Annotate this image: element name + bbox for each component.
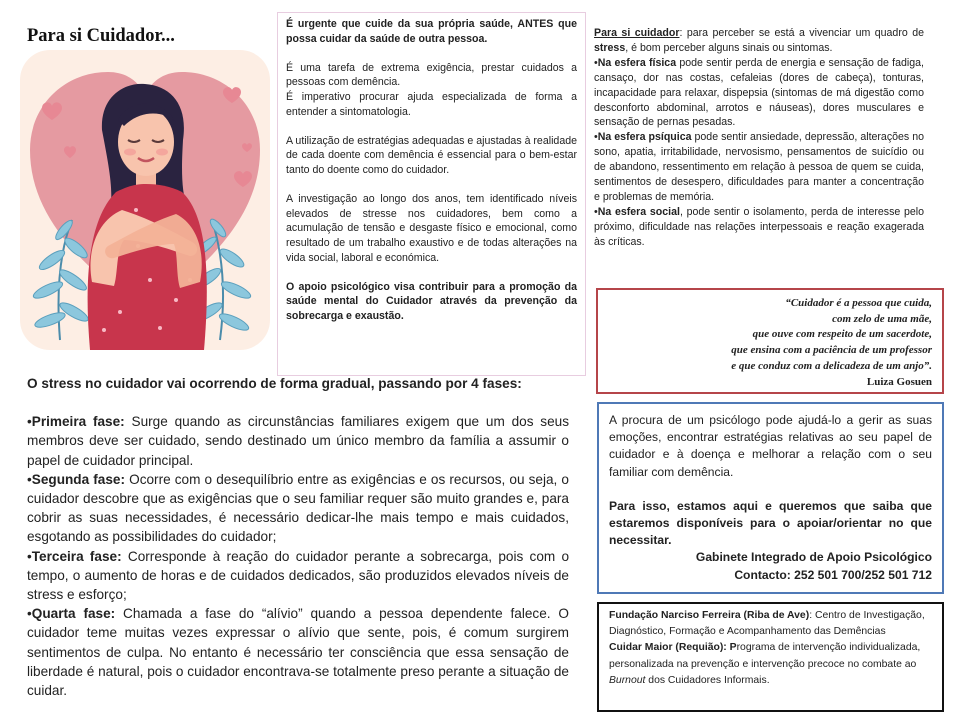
signs-item-label: Na esfera psíquica: [597, 131, 692, 144]
intro-paragraph: É imperativo procurar ajuda especializada de forma a entender a sintomatologia.: [286, 90, 577, 118]
quote-line: com zelo de uma mãe,: [832, 312, 932, 325]
phase-item: •Terceira fase: Corresponde à reação do cuidador perante a sobrecarga, pois com o tempo, o aumento de horas e de cuidados dedicados, são produzidos elevados níveis de stress e esforço;: [27, 548, 570, 603]
signs-lead-bold: stress: [594, 41, 626, 54]
signs-item-text: pode sentir ansiedade, depressão, alterações no sono, apatia, irritabilidade, nervosismo, pensamentos de suicídio ou de abandono, ressentimento em relação à pessoa de quem se cuida, sentimentos de desespero, dificuldades para manter a concentração e problemas de memória.: [594, 131, 925, 203]
phase-item: •Quarta fase: Chamada a fase do “alívio” quando a pessoa dependente falece. O cuidador teme muitas vezes expressar o alívio que sente, pois, é comum surgirem sentimentos de culpa. No entanto é necessário ter consciência que essa sensação de liberdade é natural, pois o cuidador encontrava-se totalmente preso perante a situação de cuidar.: [27, 606, 569, 699]
signs-lead-label: Para si cuidador: [594, 27, 680, 39]
phases-heading: O stress no cuidador vai ocorrendo de forma gradual, passando por 4 fases:: [27, 376, 522, 391]
quote-box: [596, 288, 944, 394]
signs-item-label: Na esfera social: [597, 205, 680, 218]
psy-paragraph: A procura de um psicólogo pode ajudá-lo a gerir as suas emoções, encontrar estratégias relativas ao seu papel de cuidador e à doença e melhorar a relação com o seu familiar com demência.: [609, 413, 932, 479]
quote-line: que ensina com a paciência de um professor: [731, 344, 932, 357]
stress-phases-section: [27, 374, 569, 700]
signs-item-label: Na esfera física: [597, 56, 677, 69]
signs-item: •Na esfera física pode sentir perda de energia e sensação de fadiga, cansaço, dor nas costas, cefaleias (dores de cabeça), tonturas, incapacidade para relaxar, dispepsia (sintomas de má digestão como desconforto abdominal, arrotos e náuseas), dores musculares e sensação de pernas pesadas.: [594, 56, 924, 129]
signs-lead-text: , é bom perceber alguns sinais ou sintomas.: [625, 41, 833, 54]
phase-label: Quarta fase:: [31, 606, 116, 622]
stress-signs-section: [594, 26, 924, 250]
phase-item: •Segunda fase: Ocorre com o desequilíbrio entre as exigências e os recursos, ou seja, o cuidador descobre que as exigências que o seu familiar requer são muito grandes e, para cobrir as suas necessidades, é necessário dedicar-lhe mais tempo e mais cuidados, esgotando as possibilidades do cuidador;: [27, 471, 569, 545]
page-title: Para si Cuidador...: [27, 26, 175, 46]
program-name: Cuidar Maior (Requião): P: [609, 642, 737, 654]
phase-label: Segunda fase:: [31, 471, 126, 487]
cheek: [124, 149, 136, 156]
cheek: [156, 149, 168, 156]
program-text: rograma de intervenção individualizada, personalizada na prevenção e intervenção precoce no combate ao: [609, 642, 921, 670]
signs-item-text: pode sentir perda de energia e sensação de fadiga, cansaço, dor nas costas, cefaleias (dores de cabeça), tonturas, incapacidade para relaxar, dispepsia (sintomas de má digestão como desconforto abdominal, arrotos e náuseas), dores musculares e sensação de pernas pesadas.: [594, 56, 924, 129]
intro-text-box: [277, 12, 586, 376]
phase-text: Chamada a fase do “alívio” quando a pessoa dependente falece. O cuidador teme muitas vezes expressar o alívio que sente, pois, é comum surgirem sentimentos de culpa. No entanto é necessário ter consciência que essa sensação de liberdade é natural, pois o cuidador encontrava-se totalmente preso perante a situação de cuidar.: [27, 606, 569, 699]
foundation-text: : Centro de Investigação, Diagnóstico, Formação e Acompanhamento das Demências: [609, 610, 925, 638]
intro-paragraph: A investigação ao longo dos anos, tem identificado níveis elevados de stresse nos cuidadores, bem como a acumulação de tensão e desgaste físico e emocional, como resultado de um trabalho exaustivo e de todas alterações na vida social, laboral e económica.: [286, 193, 577, 264]
intro-paragraph: É urgente que cuide da sua própria saúde, ANTES que possa cuidar da saúde de outra pessoa.: [286, 18, 577, 45]
signs-item-text: , pode sentir o isolamento, perda de interesse pelo próximo, dificuldade nas relações interpessoais e reação exagerada às críticas.: [594, 205, 924, 248]
signs-item: •Na esfera psíquica pode sentir ansiedade, depressão, alterações no sono, apatia, irritabilidade, nervosismo, pensamentos de suicídio ou de abandono, ressentimento em relação à pessoa de quem se cuida, sentimentos de desespero, dificuldades para manter a concentração e problemas de memória.: [594, 131, 925, 203]
quote-line: e que conduz com a delicadeza de um anjo”.: [731, 359, 932, 372]
quote-line: “Cuidador é a pessoa que cuida,: [785, 297, 932, 309]
intro-paragraph: A utilização de estratégias adequadas e ajustadas à realidade de cada doente com demência é essencial para o bem-estar tanto do doente como do cuidador.: [286, 134, 577, 176]
foundation-entry: [609, 608, 932, 640]
office-name: Gabinete Integrado de Apoio Psicológico: [695, 550, 932, 565]
foundation-name: Fundação Narciso Ferreira (Riba de Ave): [609, 610, 810, 621]
program-italic: Burnout: [609, 674, 646, 686]
signs-item: •Na esfera social, pode sentir o isolamento, perda de interesse pelo próximo, dificuldade nas relações interpessoais e reação exagerada às críticas.: [594, 205, 924, 248]
phase-label: Primeira fase:: [31, 414, 125, 430]
program-text: dos Cuidadores Informais.: [645, 674, 770, 686]
self-care-illustration: [20, 50, 270, 350]
phase-text: Surge quando as circunstâncias familiares exigem que um dos seus membros deve ser cuidado, sendo destinado um único membro da família a assumir o papel de cuidador principal.: [27, 414, 570, 468]
phase-text: Ocorre com o desequilíbrio entre as exigências e os recursos, ou seja, o cuidador descobre que as exigências que o seu familiar requer são muito grandes e, para cobrir as suas necessidades, é necessário dedicar-lhe mais tempo e mais cuidados, esgotando as possibilidades do cuidador;: [27, 471, 569, 545]
phase-item: •Primeira fase: Surge quando as circunstâncias familiares exigem que um dos seus membros deve ser cuidado, sendo destinado um único membro da família a assumir o papel de cuidador principal.: [27, 414, 570, 468]
phase-text: Corresponde à reação do cuidador perante a sobrecarga, pois com o tempo, o aumento de horas e de cuidados dedicados, são produzidos elevados níveis de stress e esforço;: [27, 548, 570, 603]
foundation-box: [597, 602, 944, 712]
psy-paragraph: Para isso, estamos aqui e queremos que saiba que estaremos disponíveis para o apoiar/orientar no que necessitar.: [609, 498, 932, 548]
quote-line: que ouve com respeito de um sacerdote,: [752, 328, 932, 341]
intro-paragraph: O apoio psicológico visa contribuir para a promoção da saúde mental do Cuidador através da prevenção da sobrecarga e exaustão.: [286, 280, 577, 322]
signs-lead-text: : para perceber se está a vivenciar um quadro de: [679, 27, 924, 39]
psychologist-box: [597, 402, 944, 594]
foundation-entry: [609, 640, 932, 689]
phase-label: Terceira fase:: [31, 548, 122, 564]
quote-author: Luiza Gosuen: [866, 375, 932, 388]
signs-intro: [594, 26, 924, 56]
intro-paragraph: É uma tarefa de extrema exigência, prestar cuidados a pessoas com demência.: [286, 61, 577, 89]
contact-phone: Contacto: 252 501 700/252 501 712: [734, 567, 932, 582]
